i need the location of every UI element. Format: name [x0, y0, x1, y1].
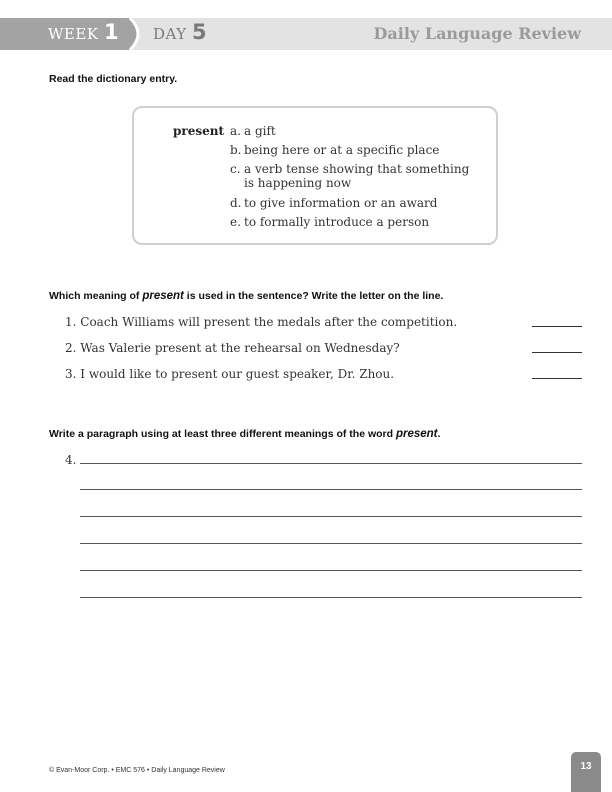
writing-line-2[interactable]	[80, 489, 582, 490]
definition-letter: e.	[230, 215, 241, 229]
instruction-keyword: present	[142, 290, 184, 302]
section2-instruction	[49, 290, 443, 302]
definition-b	[230, 143, 439, 157]
week-number: 1	[104, 20, 119, 44]
instruction-keyword: present	[395, 428, 438, 440]
writing-line-4[interactable]	[80, 543, 582, 544]
day-number: 5	[192, 20, 207, 44]
instruction-text: .	[437, 428, 441, 440]
definition-e	[230, 215, 429, 229]
definition-letter: a.	[230, 124, 241, 138]
definition-letter: d.	[230, 196, 242, 210]
definition-text: to give information or an award	[244, 196, 438, 210]
writing-line-6[interactable]	[80, 597, 582, 598]
instruction-text: Which meaning of	[49, 290, 143, 302]
definition-text: being here or at a specific place	[244, 143, 440, 157]
writing-line-1[interactable]	[80, 463, 582, 464]
writing-line-3[interactable]	[80, 516, 582, 517]
week-label: WEEK	[48, 25, 99, 43]
page-number: 13	[580, 761, 592, 772]
day-label: DAY	[153, 25, 187, 43]
definition-c	[230, 162, 469, 190]
entry-headword: present	[173, 124, 225, 138]
footer-copyright: © Evan-Moor Corp. • EMC 576 • Daily Language Review	[49, 767, 225, 774]
definition-text: a verb tense showing that something	[244, 162, 470, 176]
definition-continuation: is happening now	[244, 176, 352, 190]
definition-letter: b.	[230, 143, 242, 157]
instruction-text: is used in the sentence? Write the letter on the line.	[183, 290, 444, 302]
definition-text: a gift	[244, 124, 276, 138]
answer-line-2[interactable]	[532, 352, 582, 353]
writing-line-5[interactable]	[80, 570, 582, 571]
question-1: 1. Coach Williams will present the medals after the competition.	[65, 315, 458, 329]
question-2: 2. Was Valerie present at the rehearsal on Wednesday?	[65, 341, 400, 355]
page-header	[0, 18, 612, 50]
question-3: 3. I would like to present our guest speaker, Dr. Zhou.	[65, 367, 395, 381]
answer-line-1[interactable]	[532, 326, 582, 327]
question-4-number: 4.	[65, 453, 77, 467]
dictionary-entry-box	[132, 106, 498, 245]
answer-line-3[interactable]	[532, 378, 582, 379]
definition-d	[230, 196, 437, 210]
definition-text: to formally introduce a person	[244, 215, 430, 229]
page-number-tab	[571, 752, 601, 792]
section3-instruction	[49, 428, 440, 440]
section1-instruction: Read the dictionary entry.	[49, 73, 178, 85]
page-title: Daily Language Review	[373, 24, 581, 43]
definition-letter: c.	[230, 162, 241, 176]
instruction-text: Write a paragraph using at least three different meanings of the word	[49, 428, 396, 440]
definition-a	[230, 124, 276, 138]
